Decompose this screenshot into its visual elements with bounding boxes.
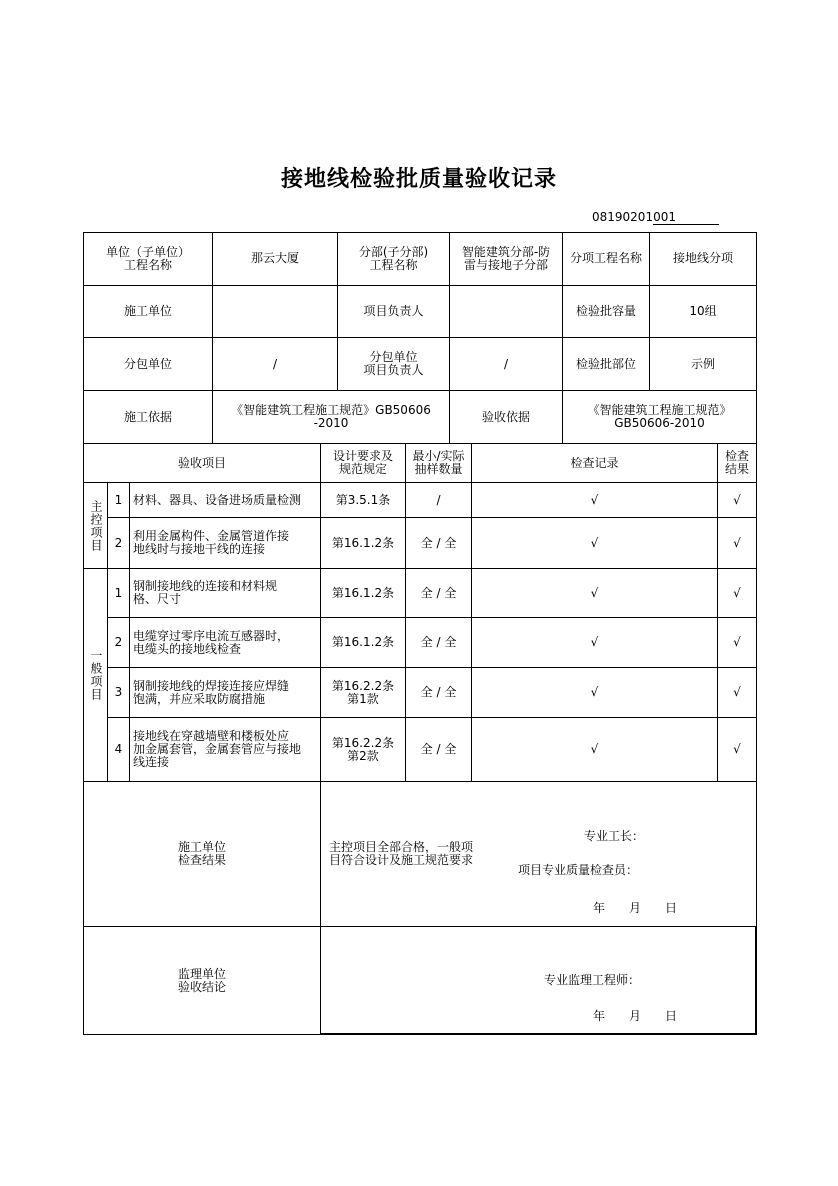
main-item-row-result <box>718 483 756 518</box>
general-item-row-no <box>108 668 130 718</box>
main-item-row-record <box>472 518 718 569</box>
general-item-row-description-text: 钢制接地线的连接和材料规 格、尺寸 <box>133 579 278 606</box>
main-item-row-description-text: 利用金属构件、金属管道作接 地线时与接地干线的连接 <box>133 529 290 556</box>
code-suffix: 001 <box>653 210 719 225</box>
general-item-row-result-text: √ <box>733 635 741 649</box>
supervisor-result-area <box>321 927 756 1034</box>
sub-pm-value-text: / <box>503 356 509 371</box>
quality-inspector-signature-label: 项目专业质量检查员： <box>518 863 639 877</box>
subcontractor-label <box>84 338 213 391</box>
contractor-result-text: 主控项目全部合格，一般项 目符合设计及施工规范要求 <box>329 840 474 867</box>
division-label <box>338 232 450 286</box>
contractor-label-text: 施工单位 <box>123 304 172 318</box>
general-item-row-result <box>718 668 756 718</box>
general-item-row-no <box>108 569 130 618</box>
acceptance-basis-value <box>563 391 756 444</box>
main-item-row-sample <box>406 518 472 569</box>
acceptance-basis-value-text: 《智能建筑工程施工规范》 GB50606-2010 <box>587 403 732 430</box>
general-item-row-record <box>472 618 718 668</box>
general-item-row-no <box>108 718 130 782</box>
main-item-row-description-text: 材料、器具、设备进场质量检测 <box>133 492 302 507</box>
construction-basis-value <box>213 391 450 444</box>
main-item-row-result-text: √ <box>733 535 741 550</box>
general-item-row-record-text: √ <box>590 742 599 756</box>
unit-value-text: 那云大厦 <box>250 251 299 265</box>
general-item-row-clause <box>321 718 406 782</box>
general-item-row-result <box>718 618 756 668</box>
foreman-signature-label: 专业工长： <box>584 829 645 843</box>
column-item-text: 验收项目 <box>177 455 226 470</box>
general-item-row-sample-text: 全 / 全 <box>420 685 457 699</box>
general-item-row-record-text: √ <box>590 685 599 699</box>
general-item-row-result-text: √ <box>733 585 741 600</box>
general-item-row-record-text: √ <box>590 585 599 600</box>
main-item-row-description <box>130 483 321 518</box>
column-design <box>321 444 406 483</box>
group-main-control <box>84 483 108 569</box>
general-item-row-no-text: 4 <box>114 742 123 756</box>
unit-value <box>213 232 338 286</box>
general-item-row-clause <box>321 569 406 618</box>
contractor-value <box>213 286 338 338</box>
main-item-row-sample-text: / <box>436 492 441 507</box>
main-item-row-record <box>472 483 718 518</box>
column-item <box>84 444 321 483</box>
general-item-row-description <box>130 668 321 718</box>
general-item-row-result-text: √ <box>733 742 741 756</box>
main-item-row-description <box>130 518 321 569</box>
supervisor-sign-date: 年 月 日 <box>593 1009 678 1023</box>
main-item-row-clause-text: 第3.5.1条 <box>335 492 391 507</box>
column-design-text: 设计要求及 规范规定 <box>332 449 393 476</box>
division-value <box>450 232 563 286</box>
division-label-text: 分部(子分部) 工程名称 <box>358 244 429 272</box>
general-item-row-sample-text: 全 / 全 <box>420 585 457 600</box>
main-item-row-no-text: 2 <box>114 535 123 550</box>
location-label <box>563 338 650 391</box>
supervising-engineer-signature-label: 专业监理工程师： <box>544 973 641 987</box>
page-title: 接地线检验批质量验收记录 <box>280 167 557 192</box>
general-item-row-description <box>130 718 321 782</box>
general-item-row-clause-text: 第16.1.2条 <box>331 635 395 649</box>
capacity-label <box>563 286 650 338</box>
sub-pm-label <box>338 338 450 391</box>
main-item-row-result <box>718 518 756 569</box>
main-item-row-no <box>108 483 130 518</box>
general-item-row-description <box>130 618 321 668</box>
subitem-value-text: 接地线分项 <box>672 251 733 265</box>
main-item-row-result-text: √ <box>733 492 741 507</box>
general-item-row-no <box>108 618 130 668</box>
main-item-row-no-text: 1 <box>114 492 123 507</box>
main-item-row-record-text: √ <box>590 535 599 550</box>
main-item-row-clause <box>321 483 406 518</box>
general-item-row-no-text: 1 <box>114 585 123 600</box>
subcontractor-label-text: 分包单位 <box>123 356 172 371</box>
general-item-row-no-text: 3 <box>114 685 123 699</box>
general-item-row-clause-text: 第16.2.2条 第1款 <box>331 678 395 706</box>
location-label-text: 检验批部位 <box>575 356 636 371</box>
column-result-text: 检查 结果 <box>724 449 749 476</box>
acceptance-basis-label-text: 验收依据 <box>481 409 530 424</box>
construction-basis-value-text: 《智能建筑工程施工规范》GB50606 -2010 <box>231 403 431 430</box>
capacity-label-text: 检验批容量 <box>575 304 636 318</box>
general-item-row-description-text: 钢制接地线的焊接连接应焊缝 饱满，并应采取防腐措施 <box>133 678 290 706</box>
main-item-row-sample-text: 全 / 全 <box>420 535 457 550</box>
location-value-text: 示例 <box>690 356 715 371</box>
column-result <box>718 444 756 483</box>
pm-label <box>338 286 450 338</box>
pm-label-text: 项目负责人 <box>363 304 424 318</box>
general-item-row-sample <box>406 618 472 668</box>
general-item-row-clause-text: 第16.2.2条 第2款 <box>331 735 395 763</box>
main-item-row-clause <box>321 518 406 569</box>
general-item-row-description-text: 接地线在穿越墙壁和楼板处应 加金属套管，金属套管应与接地 线连接 <box>133 729 302 769</box>
subcontractor-value <box>213 338 338 391</box>
main-item-row-record-text: √ <box>590 492 599 507</box>
general-item-row-sample <box>406 668 472 718</box>
column-sample-text: 最小/实际 抽样数量 <box>412 449 465 476</box>
general-item-row-result <box>718 569 756 618</box>
subitem-label <box>563 232 650 286</box>
supervisor-result-label <box>84 927 321 1034</box>
unit-label-text: 单位（子单位） 工程名称 <box>105 244 190 272</box>
sub-pm-label-text: 分包单位 项目负责人 <box>363 350 424 377</box>
column-record <box>472 444 718 483</box>
group-main-control-text: 主控项目 <box>89 499 103 552</box>
general-item-row-clause <box>321 618 406 668</box>
construction-basis-label <box>84 391 213 444</box>
general-item-row-record <box>472 668 718 718</box>
main-item-row-sample <box>406 483 472 518</box>
main-item-row-no <box>108 518 130 569</box>
group-general-text: 一般项目 <box>89 649 103 701</box>
general-item-row-sample-text: 全 / 全 <box>420 635 457 649</box>
contractor-result-label <box>84 782 321 927</box>
acceptance-basis-label <box>450 391 563 444</box>
general-item-row-record <box>472 718 718 782</box>
group-general <box>84 569 108 782</box>
contractor-result-label-text: 施工单位 检查结果 <box>177 840 226 867</box>
capacity-value-text: 10组 <box>689 304 717 318</box>
code-prefix: 08190201 <box>592 210 654 224</box>
general-item-row-clause-text: 第16.1.2条 <box>331 585 395 600</box>
column-sample <box>406 444 472 483</box>
supervisor-result-label-text: 监理单位 验收结论 <box>177 966 226 994</box>
general-item-row-result <box>718 718 756 782</box>
general-item-row-result-text: √ <box>733 685 741 699</box>
subitem-label-text: 分项工程名称 <box>569 251 642 265</box>
construction-basis-label-text: 施工依据 <box>123 409 172 424</box>
capacity-value <box>650 286 756 338</box>
general-item-row-record-text: √ <box>590 635 599 649</box>
general-item-row-description-text: 电缆穿过零序电流互感器时， 电缆头的接地线检查 <box>133 628 290 656</box>
location-value <box>650 338 756 391</box>
general-item-row-sample-text: 全 / 全 <box>420 742 457 756</box>
general-item-row-no-text: 2 <box>114 635 123 649</box>
subcontractor-value-text: / <box>272 356 278 371</box>
subitem-value <box>650 232 756 286</box>
contractor-sign-date: 年 月 日 <box>593 901 678 915</box>
sub-pm-value <box>450 338 563 391</box>
contractor-label <box>84 286 213 338</box>
division-value-text: 智能建筑分部-防 雷与接地子分部 <box>461 244 551 272</box>
general-item-row-clause <box>321 668 406 718</box>
document-code <box>592 210 719 225</box>
general-item-row-description <box>130 569 321 618</box>
pm-value <box>450 286 563 338</box>
general-item-row-record <box>472 569 718 618</box>
unit-label <box>84 232 213 286</box>
general-item-row-sample <box>406 569 472 618</box>
general-item-row-sample <box>406 718 472 782</box>
main-item-row-clause-text: 第16.1.2条 <box>331 535 395 550</box>
column-record-text: 检查记录 <box>570 455 619 470</box>
